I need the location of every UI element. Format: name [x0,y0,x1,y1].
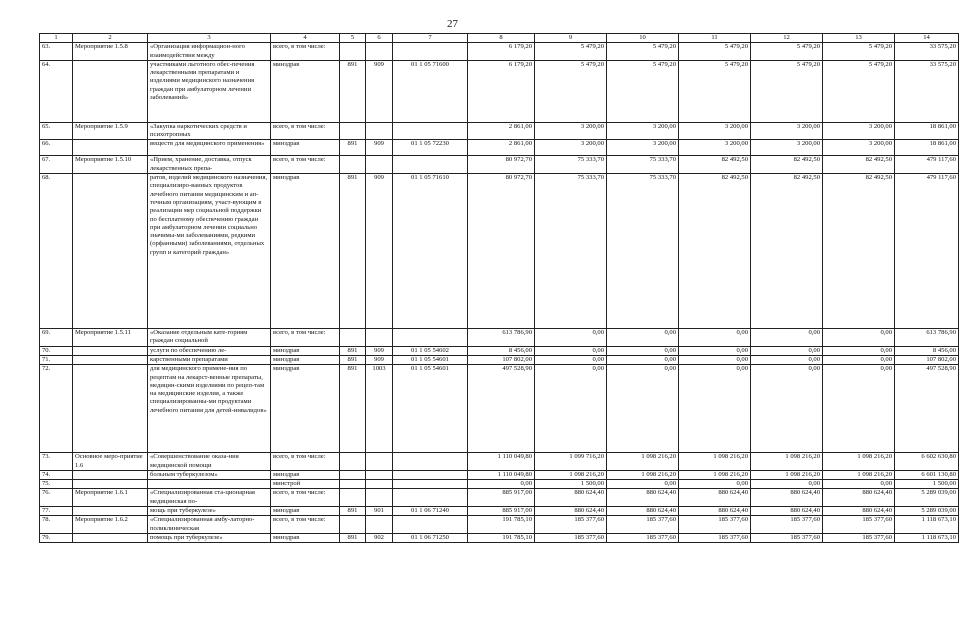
grbs-code-cell [340,470,366,479]
amount-cell: 1 118 673,10 [895,533,959,542]
measure-name-cell [73,480,148,489]
section-code-cell: 902 [366,533,393,542]
amount-cell: 1 098 216,20 [751,470,823,479]
measure-name-cell [73,60,148,122]
amount-cell: 5 479,20 [679,60,751,122]
target-article-cell [393,480,468,489]
measure-description-cell: карственными препаратами [148,355,271,364]
measure-description-cell [148,480,271,489]
header-cell: 12 [751,34,823,43]
header-cell: 7 [393,34,468,43]
table-row [40,489,959,507]
amount-cell: 185 377,60 [607,516,679,534]
amount-cell: 5 479,20 [679,43,751,61]
header-cell: 4 [271,34,340,43]
amount-cell: 3 200,00 [679,122,751,140]
measure-name-cell: Мероприятие 1.6.2 [73,516,148,534]
executor-cell: минздрав [271,60,340,122]
executor-cell: всего, в том числе: [271,516,340,534]
measure-description-cell: «Оказание отдельным кате-гориям граждан социальной [148,329,271,347]
amount-cell: 82 492,50 [751,156,823,174]
amount-cell: 185 377,60 [823,516,895,534]
measure-description-cell: участниками льготного обес-печения лекарственными препаратами и изделиями медицинского назначения граждан при амбулаторном лечении заболеваний» [148,60,271,122]
section-code-cell: 909 [366,60,393,122]
amount-cell: 2 861,00 [468,122,535,140]
row-number: 69. [40,329,73,347]
table-row [40,43,959,61]
row-number: 67. [40,156,73,174]
measure-name-cell: Мероприятие 1.5.8 [73,43,148,61]
section-code-cell [366,43,393,61]
page-number: 27 [447,18,458,30]
amount-cell: 6 179,20 [468,43,535,61]
grbs-code-cell [340,329,366,347]
amount-cell: 3 200,00 [535,140,607,156]
measure-description-cell: «Специализированная амбу-латорно-поликлиническая [148,516,271,534]
amount-cell: 880 624,40 [679,507,751,516]
measure-description-cell: для медицинского примене-ния по рецептам на лекарст-венные препараты, медицин-скими изделиями по рецеп-там на медицинские изделия, а также специализированны-ми продуктами лечебного питания для детей-инвалидов» [148,365,271,453]
measure-description-cell: «Закупка наркотических средств и психотропных [148,122,271,140]
amount-cell: 497 528,90 [895,365,959,453]
measure-description-cell: «Специализированная ста-ционарная медицинская по- [148,489,271,507]
grbs-code-cell [340,489,366,507]
target-article-cell: 01 1 06 71240 [393,507,468,516]
amount-cell: 0,00 [823,355,895,364]
measure-name-cell: Мероприятие 1.5.9 [73,122,148,140]
amount-cell: 0,00 [823,329,895,347]
grbs-code-cell [340,453,366,471]
measure-description-cell: веществ для медицинского применения» [148,140,271,156]
amount-cell: 1 098 216,20 [607,453,679,471]
measure-name-cell: Мероприятие 1.5.11 [73,329,148,347]
amount-cell: 0,00 [535,365,607,453]
target-article-cell [393,516,468,534]
section-code-cell [366,480,393,489]
measure-description-cell: «Организация информацион-ного взаимодействия между [148,43,271,61]
amount-cell: 3 200,00 [751,122,823,140]
target-article-cell [393,470,468,479]
amount-cell: 3 200,00 [679,140,751,156]
amount-cell: 75 333,70 [535,156,607,174]
section-code-cell: 909 [366,174,393,329]
row-number: 77. [40,507,73,516]
amount-cell: 5 289 039,00 [895,507,959,516]
measure-name-cell [73,346,148,355]
amount-cell: 1 099 716,20 [535,453,607,471]
table-row [40,122,959,140]
amount-cell: 5 479,20 [535,43,607,61]
amount-cell: 5 479,20 [751,43,823,61]
amount-cell: 80 972,70 [468,156,535,174]
header-cell: 6 [366,34,393,43]
row-number: 66. [40,140,73,156]
amount-cell: 82 492,50 [751,174,823,329]
measure-name-cell [73,365,148,453]
amount-cell: 0,00 [751,346,823,355]
executor-cell: минздрав [271,470,340,479]
amount-cell: 185 377,60 [823,533,895,542]
amount-cell: 5 479,20 [751,60,823,122]
amount-cell: 1 110 049,80 [468,453,535,471]
section-code-cell [366,489,393,507]
amount-cell: 0,00 [679,355,751,364]
target-article-cell [393,489,468,507]
amount-cell: 185 377,60 [679,516,751,534]
measure-name-cell: Мероприятие 1.6.1 [73,489,148,507]
executor-cell: минздрав [271,365,340,453]
amount-cell: 880 624,40 [535,489,607,507]
table-row [40,480,959,489]
table-row [40,140,959,156]
target-article-cell: 01 1 05 54602 [393,346,468,355]
header-cell: 5 [340,34,366,43]
section-code-cell [366,329,393,347]
header-cell: 10 [607,34,679,43]
header-cell: 13 [823,34,895,43]
amount-cell: 185 377,60 [535,533,607,542]
section-code-cell [366,516,393,534]
amount-cell: 0,00 [535,346,607,355]
amount-cell: 5 479,20 [607,60,679,122]
amount-cell: 5 479,20 [535,60,607,122]
amount-cell: 0,00 [679,365,751,453]
amount-cell: 2 861,00 [468,140,535,156]
amount-cell: 880 624,40 [751,489,823,507]
measure-name-cell [73,355,148,364]
header-cell: 11 [679,34,751,43]
table-row [40,453,959,471]
amount-cell: 33 575,20 [895,43,959,61]
amount-cell: 5 289 039,00 [895,489,959,507]
amount-cell: 185 377,60 [751,516,823,534]
measure-name-cell: Основное меро-приятие 1.6 [73,453,148,471]
amount-cell: 18 861,00 [895,140,959,156]
measure-description-cell: ратов, изделий медицинского назначения, специализиро-ванных продуктов лечебного питания медицинским и ап-течным организациям, участ-вующим в реализации мер социальной поддержки по бесплатному обеспечению граждан при амбулаторном лечении социально значимы-ми заболеваниями, редкими (орфанными) заболеваниями, отдельных групп и категорий граждан» [148,174,271,329]
amount-cell: 6 179,20 [468,60,535,122]
grbs-code-cell [340,156,366,174]
amount-cell: 8 456,00 [468,346,535,355]
measure-description-cell: услуги по обеспечению ле- [148,346,271,355]
amount-cell: 885 917,00 [468,489,535,507]
amount-cell: 3 200,00 [823,140,895,156]
amount-cell: 0,00 [751,480,823,489]
amount-cell: 1 098 216,20 [823,453,895,471]
row-number: 73. [40,453,73,471]
amount-cell: 0,00 [607,365,679,453]
amount-cell: 1 098 216,20 [751,453,823,471]
amount-cell: 885 917,00 [468,507,535,516]
amount-cell: 880 624,40 [535,507,607,516]
amount-cell: 107 802,00 [468,355,535,364]
amount-cell: 1 500,00 [895,480,959,489]
amount-cell: 0,00 [823,480,895,489]
amount-cell: 6 601 130,80 [895,470,959,479]
measure-description-cell: мощь при туберкулезе» [148,507,271,516]
amount-cell: 75 333,70 [607,174,679,329]
amount-cell: 185 377,60 [607,533,679,542]
table-row [40,60,959,122]
amount-cell: 6 602 630,80 [895,453,959,471]
amount-cell: 82 492,50 [823,156,895,174]
amount-cell: 3 200,00 [607,140,679,156]
table-row [40,346,959,355]
section-code-cell: 909 [366,346,393,355]
target-article-cell [393,43,468,61]
amount-cell: 82 492,50 [679,174,751,329]
executor-cell: минздрав [271,507,340,516]
amount-cell: 185 377,60 [751,533,823,542]
table-row [40,516,959,534]
amount-cell: 185 377,60 [535,516,607,534]
column-number-header-row [40,34,959,43]
row-number: 76. [40,489,73,507]
amount-cell: 3 200,00 [751,140,823,156]
measure-name-cell [73,174,148,329]
measure-name-cell [73,140,148,156]
executor-cell: всего, в том числе: [271,43,340,61]
table-row [40,507,959,516]
target-article-cell: 01 1 05 72230 [393,140,468,156]
executor-cell: всего, в том числе: [271,156,340,174]
executor-cell: всего, в том числе: [271,489,340,507]
amount-cell: 479 117,60 [895,156,959,174]
section-code-cell: 901 [366,507,393,516]
measure-description-cell: «Совершенствование оказа-ния медицинской помощи [148,453,271,471]
amount-cell: 1 110 049,80 [468,470,535,479]
amount-cell: 3 200,00 [607,122,679,140]
amount-cell: 0,00 [607,329,679,347]
amount-cell: 0,00 [823,346,895,355]
measure-name-cell: Мероприятие 1.5.10 [73,156,148,174]
measure-name-cell [73,507,148,516]
amount-cell: 191 785,10 [468,516,535,534]
amount-cell: 1 098 216,20 [607,470,679,479]
header-cell: 14 [895,34,959,43]
amount-cell: 191 785,10 [468,533,535,542]
amount-cell: 1 500,00 [535,480,607,489]
table-row [40,533,959,542]
row-number: 75. [40,480,73,489]
amount-cell: 0,00 [679,329,751,347]
row-number: 64. [40,60,73,122]
executor-cell: минздрав [271,346,340,355]
measure-description-cell: больным туберкулезом» [148,470,271,479]
executor-cell: минстрой [271,480,340,489]
amount-cell: 0,00 [607,355,679,364]
grbs-code-cell: 891 [340,60,366,122]
amount-cell: 613 786,90 [468,329,535,347]
target-article-cell: 01 1 05 71610 [393,174,468,329]
table-row [40,329,959,347]
amount-cell: 0,00 [535,329,607,347]
row-number: 65. [40,122,73,140]
row-number: 70. [40,346,73,355]
amount-cell: 82 492,50 [823,174,895,329]
row-number: 71. [40,355,73,364]
amount-cell: 0,00 [823,365,895,453]
amount-cell: 0,00 [607,480,679,489]
measure-description-cell: «Прием, хранение, доставка, отпуск лекарственных препа- [148,156,271,174]
executor-cell: всего, в том числе: [271,329,340,347]
amount-cell: 18 861,00 [895,122,959,140]
executor-cell: минздрав [271,174,340,329]
amount-cell: 0,00 [751,365,823,453]
amount-cell: 1 118 673,10 [895,516,959,534]
row-number: 63. [40,43,73,61]
table-row [40,470,959,479]
target-article-cell [393,156,468,174]
section-code-cell [366,156,393,174]
table-row [40,156,959,174]
header-cell: 8 [468,34,535,43]
amount-cell: 75 333,70 [535,174,607,329]
amount-cell: 0,00 [468,480,535,489]
amount-cell: 0,00 [679,346,751,355]
target-article-cell: 01 1 05 54601 [393,355,468,364]
amount-cell: 0,00 [607,346,679,355]
amount-cell: 0,00 [535,355,607,364]
grbs-code-cell: 891 [340,507,366,516]
table-row [40,174,959,329]
executor-cell: минздрав [271,533,340,542]
header-cell: 9 [535,34,607,43]
grbs-code-cell: 891 [340,533,366,542]
amount-cell: 0,00 [751,329,823,347]
header-cell: 3 [148,34,271,43]
amount-cell: 185 377,60 [679,533,751,542]
grbs-code-cell: 891 [340,355,366,364]
section-code-cell: 909 [366,355,393,364]
amount-cell: 0,00 [679,480,751,489]
section-code-cell: 1003 [366,365,393,453]
amount-cell: 75 333,70 [607,156,679,174]
program-funding-table [39,33,959,543]
executor-cell: всего, в том числе: [271,122,340,140]
section-code-cell [366,470,393,479]
grbs-code-cell: 891 [340,365,366,453]
amount-cell: 107 802,00 [895,355,959,364]
amount-cell: 5 479,20 [823,60,895,122]
amount-cell: 5 479,20 [607,43,679,61]
grbs-code-cell [340,43,366,61]
amount-cell: 1 098 216,20 [823,470,895,479]
header-cell: 2 [73,34,148,43]
amount-cell: 880 624,40 [607,507,679,516]
amount-cell: 880 624,40 [607,489,679,507]
target-article-cell [393,122,468,140]
grbs-code-cell [340,480,366,489]
grbs-code-cell: 891 [340,140,366,156]
table-row [40,365,959,453]
target-article-cell [393,329,468,347]
measure-description-cell: помощь при туберкулезе» [148,533,271,542]
target-article-cell: 01 1 05 71600 [393,60,468,122]
amount-cell: 80 972,70 [468,174,535,329]
amount-cell: 1 098 216,20 [535,470,607,479]
grbs-code-cell [340,516,366,534]
section-code-cell [366,453,393,471]
row-number: 74. [40,470,73,479]
target-article-cell [393,453,468,471]
amount-cell: 880 624,40 [679,489,751,507]
amount-cell: 880 624,40 [823,489,895,507]
amount-cell: 880 624,40 [823,507,895,516]
executor-cell: минздрав [271,140,340,156]
amount-cell: 3 200,00 [823,122,895,140]
section-code-cell: 909 [366,140,393,156]
executor-cell: всего, в том числе: [271,453,340,471]
amount-cell: 1 098 216,20 [679,470,751,479]
amount-cell: 880 624,40 [751,507,823,516]
amount-cell: 5 479,20 [823,43,895,61]
amount-cell: 82 492,50 [679,156,751,174]
grbs-code-cell [340,122,366,140]
row-number: 79. [40,533,73,542]
header-cell: 1 [40,34,73,43]
amount-cell: 8 456,00 [895,346,959,355]
row-number: 72. [40,365,73,453]
amount-cell: 497 528,90 [468,365,535,453]
amount-cell: 1 098 216,20 [679,453,751,471]
executor-cell: минздрав [271,355,340,364]
amount-cell: 479 117,60 [895,174,959,329]
row-number: 68. [40,174,73,329]
target-article-cell: 01 1 05 54601 [393,365,468,453]
measure-name-cell [73,533,148,542]
amount-cell: 613 786,90 [895,329,959,347]
table-row [40,355,959,364]
amount-cell: 0,00 [751,355,823,364]
amount-cell: 33 575,20 [895,60,959,122]
section-code-cell [366,122,393,140]
grbs-code-cell: 891 [340,346,366,355]
row-number: 78. [40,516,73,534]
grbs-code-cell: 891 [340,174,366,329]
target-article-cell: 01 1 06 71250 [393,533,468,542]
amount-cell: 3 200,00 [535,122,607,140]
measure-name-cell [73,470,148,479]
